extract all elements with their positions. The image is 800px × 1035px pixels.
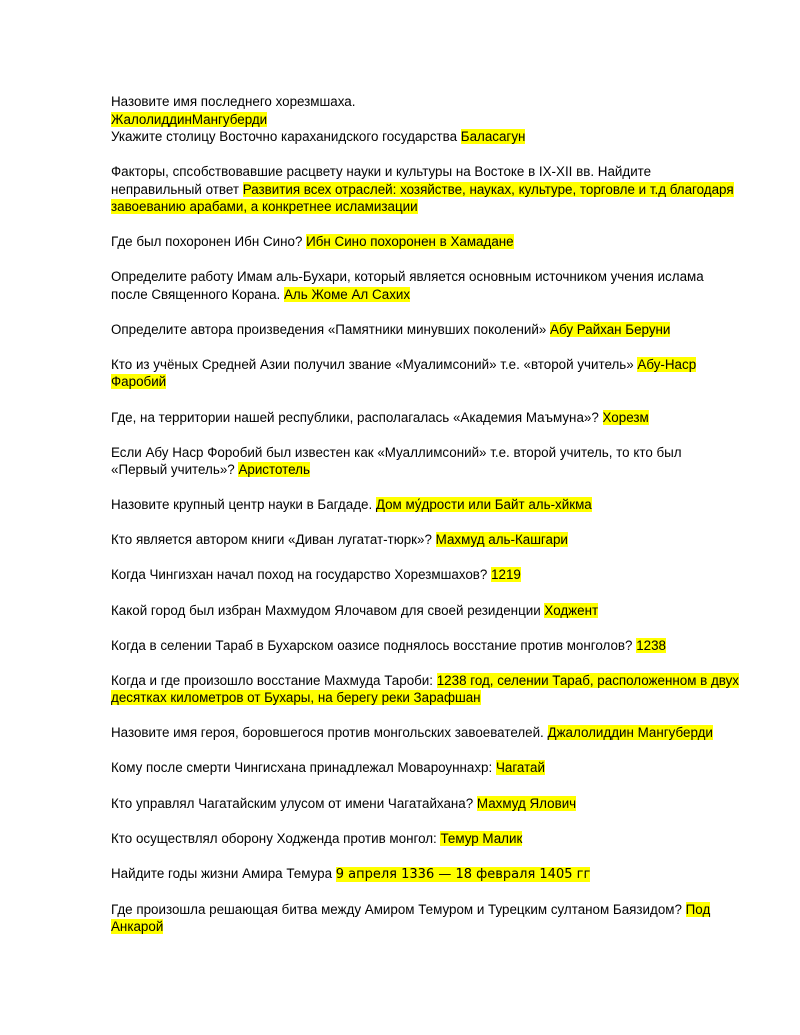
- question-text: Где был похоронен Ибн Сино?: [111, 234, 307, 250]
- question-text: Определите работу Имам аль-Бухари, который является основным источником учения ислама после Священного Корана.: [111, 269, 704, 302]
- paragraph-gap: [111, 777, 741, 795]
- document-body: [111, 93, 741, 936]
- paragraph-gap: [111, 391, 741, 409]
- paragraph-gap: [111, 707, 741, 725]
- question-paragraph: [111, 321, 741, 339]
- question-paragraph: [111, 865, 741, 884]
- question-text: Если Абу Наср Форобий был известен как «Муаллимсоний» т.е. второй учитель, то кто был «Первый учитель»?: [111, 444, 682, 478]
- paragraph-gap: [111, 742, 741, 760]
- highlighted-answer: 9 апреля 1336 — 18 февраля 1405 гг: [335, 866, 591, 882]
- question-paragraph: [111, 724, 741, 742]
- question-text: Когда Чингизхан начал поход на государство Хорезмшахов?: [111, 567, 492, 583]
- highlighted-answer: Баласагун: [460, 129, 526, 144]
- question-text: Кто из учёных Средней Азии получил звание «Муалимсоний» т.е. «второй учитель»: [111, 356, 638, 372]
- paragraph-gap: [111, 847, 741, 865]
- highlighted-answer: ЖалолиддинМангуберди: [111, 111, 268, 127]
- question-text: Какой город был избран Махмудом Ялочавом для своей резиденции: [111, 602, 545, 618]
- highlighted-answer: Махмуд Ялович: [476, 795, 577, 811]
- question-paragraph: [111, 496, 741, 514]
- question-paragraph: [111, 602, 741, 620]
- paragraph-gap: [111, 216, 741, 234]
- question-text: Кто является автором книги «Диван лугатат-тюрк»?: [111, 532, 436, 548]
- question-paragraph: [111, 830, 741, 848]
- question-text: Кто осуществлял оборону Ходженда против монгол:: [111, 830, 441, 846]
- highlighted-answer: Абу Райхан Беруни: [550, 321, 671, 337]
- question-paragraph: [111, 163, 741, 216]
- question-text: Назовите крупный центр науки в Багдаде.: [111, 497, 376, 513]
- question-text: Кому после смерти Чингисхана принадлежал Мовароуннахр:: [111, 760, 496, 776]
- paragraph-gap: [111, 338, 741, 356]
- question-text: Укажите столицу Восточно караханидского государства: [111, 129, 461, 144]
- highlighted-answer: Абу-Наср Фаробий: [111, 356, 697, 390]
- question-paragraph: [111, 795, 741, 813]
- highlighted-answer: Аль Жоме Ал Сахих: [284, 286, 411, 302]
- paragraph-gap: [111, 479, 741, 497]
- question-paragraph: [111, 637, 741, 655]
- paragraph-gap: [111, 584, 741, 602]
- question-paragraph: [111, 531, 741, 549]
- question-text: Когда в селении Тараб в Бухарском оазисе поднялось восстание против монголов?: [111, 637, 637, 653]
- question-text: Определите автора произведения «Памятники минувших поколений»: [111, 321, 551, 337]
- question-paragraph: [111, 93, 741, 111]
- highlighted-answer: Темур Малик: [440, 830, 523, 846]
- highlighted-answer: 1238: [636, 637, 666, 653]
- highlighted-answer: Дом му́дрости или Байт аль-хйкма: [375, 497, 592, 513]
- paragraph-gap: [111, 619, 741, 637]
- question-paragraph: [111, 444, 741, 479]
- question-text: Кто управлял Чагатайским улусом от имени Чагатайхана?: [111, 795, 477, 811]
- question-text: Факторы, спсобствовавшие расцвету науки и культуры на Востоке в IX-XII вв. Найдите неправильный ответ: [111, 164, 652, 197]
- highlighted-answer: 1219: [491, 567, 521, 583]
- question-paragraph: [111, 672, 741, 707]
- highlighted-answer: 1238 год, селении Тараб, расположенном в двух десятках километров от Бухары, на берегу реки Зарафшан: [111, 672, 739, 706]
- question-paragraph: [111, 233, 741, 251]
- paragraph-gap: [111, 883, 741, 901]
- question-text: Где произошла решающая битва между Амиром Темуром и Турецким султаном Баязидом?: [111, 901, 686, 917]
- question-paragraph: [111, 268, 741, 303]
- question-paragraph: [111, 566, 741, 584]
- question-paragraph: [111, 901, 741, 936]
- paragraph-gap: [111, 251, 741, 269]
- paragraph-gap: [111, 426, 741, 444]
- paragraph-gap: [111, 146, 741, 164]
- paragraph-gap: [111, 514, 741, 532]
- question-text: Назовите имя последнего хорезмшаха.: [111, 94, 356, 109]
- question-text: Назовите имя героя, боровшегося против монгольских завоевателей.: [111, 725, 548, 741]
- paragraph-gap: [111, 654, 741, 672]
- paragraph-gap: [111, 812, 741, 830]
- highlighted-answer: Ибн Сино похоронен в Хамадане: [306, 234, 514, 250]
- highlighted-answer: Развития всех отраслей: хозяйстве, науках, культуре, торговле и т.д благодаря завоеванию арабами, а конкретнее исламизации: [111, 181, 734, 215]
- question-paragraph: [111, 409, 741, 427]
- question-paragraph: [111, 759, 741, 777]
- highlighted-answer: Махмуд аль-Кашгари: [435, 532, 568, 548]
- paragraph-gap: [111, 549, 741, 567]
- question-text: Найдите годы жизни Амира Темура: [111, 865, 336, 881]
- paragraph-gap: [111, 303, 741, 321]
- question-text: Когда и где произошло восстание Махмуда Тароби:: [111, 672, 437, 688]
- question-text: Где, на территории нашей республики, располагалась «Академия Маъмуна»?: [111, 409, 603, 425]
- highlighted-answer: Ходжент: [544, 602, 599, 618]
- highlighted-answer: Хорезм: [602, 409, 649, 425]
- highlighted-answer: Под Анкарой: [111, 901, 711, 935]
- question-paragraph: [111, 128, 741, 146]
- question-paragraph: [111, 356, 741, 391]
- answer-paragraph: [111, 111, 741, 129]
- highlighted-answer: Аристотель: [238, 462, 310, 478]
- highlighted-answer: Джалолиддин Мангуберди: [547, 725, 713, 741]
- highlighted-answer: Чагатай: [495, 760, 545, 776]
